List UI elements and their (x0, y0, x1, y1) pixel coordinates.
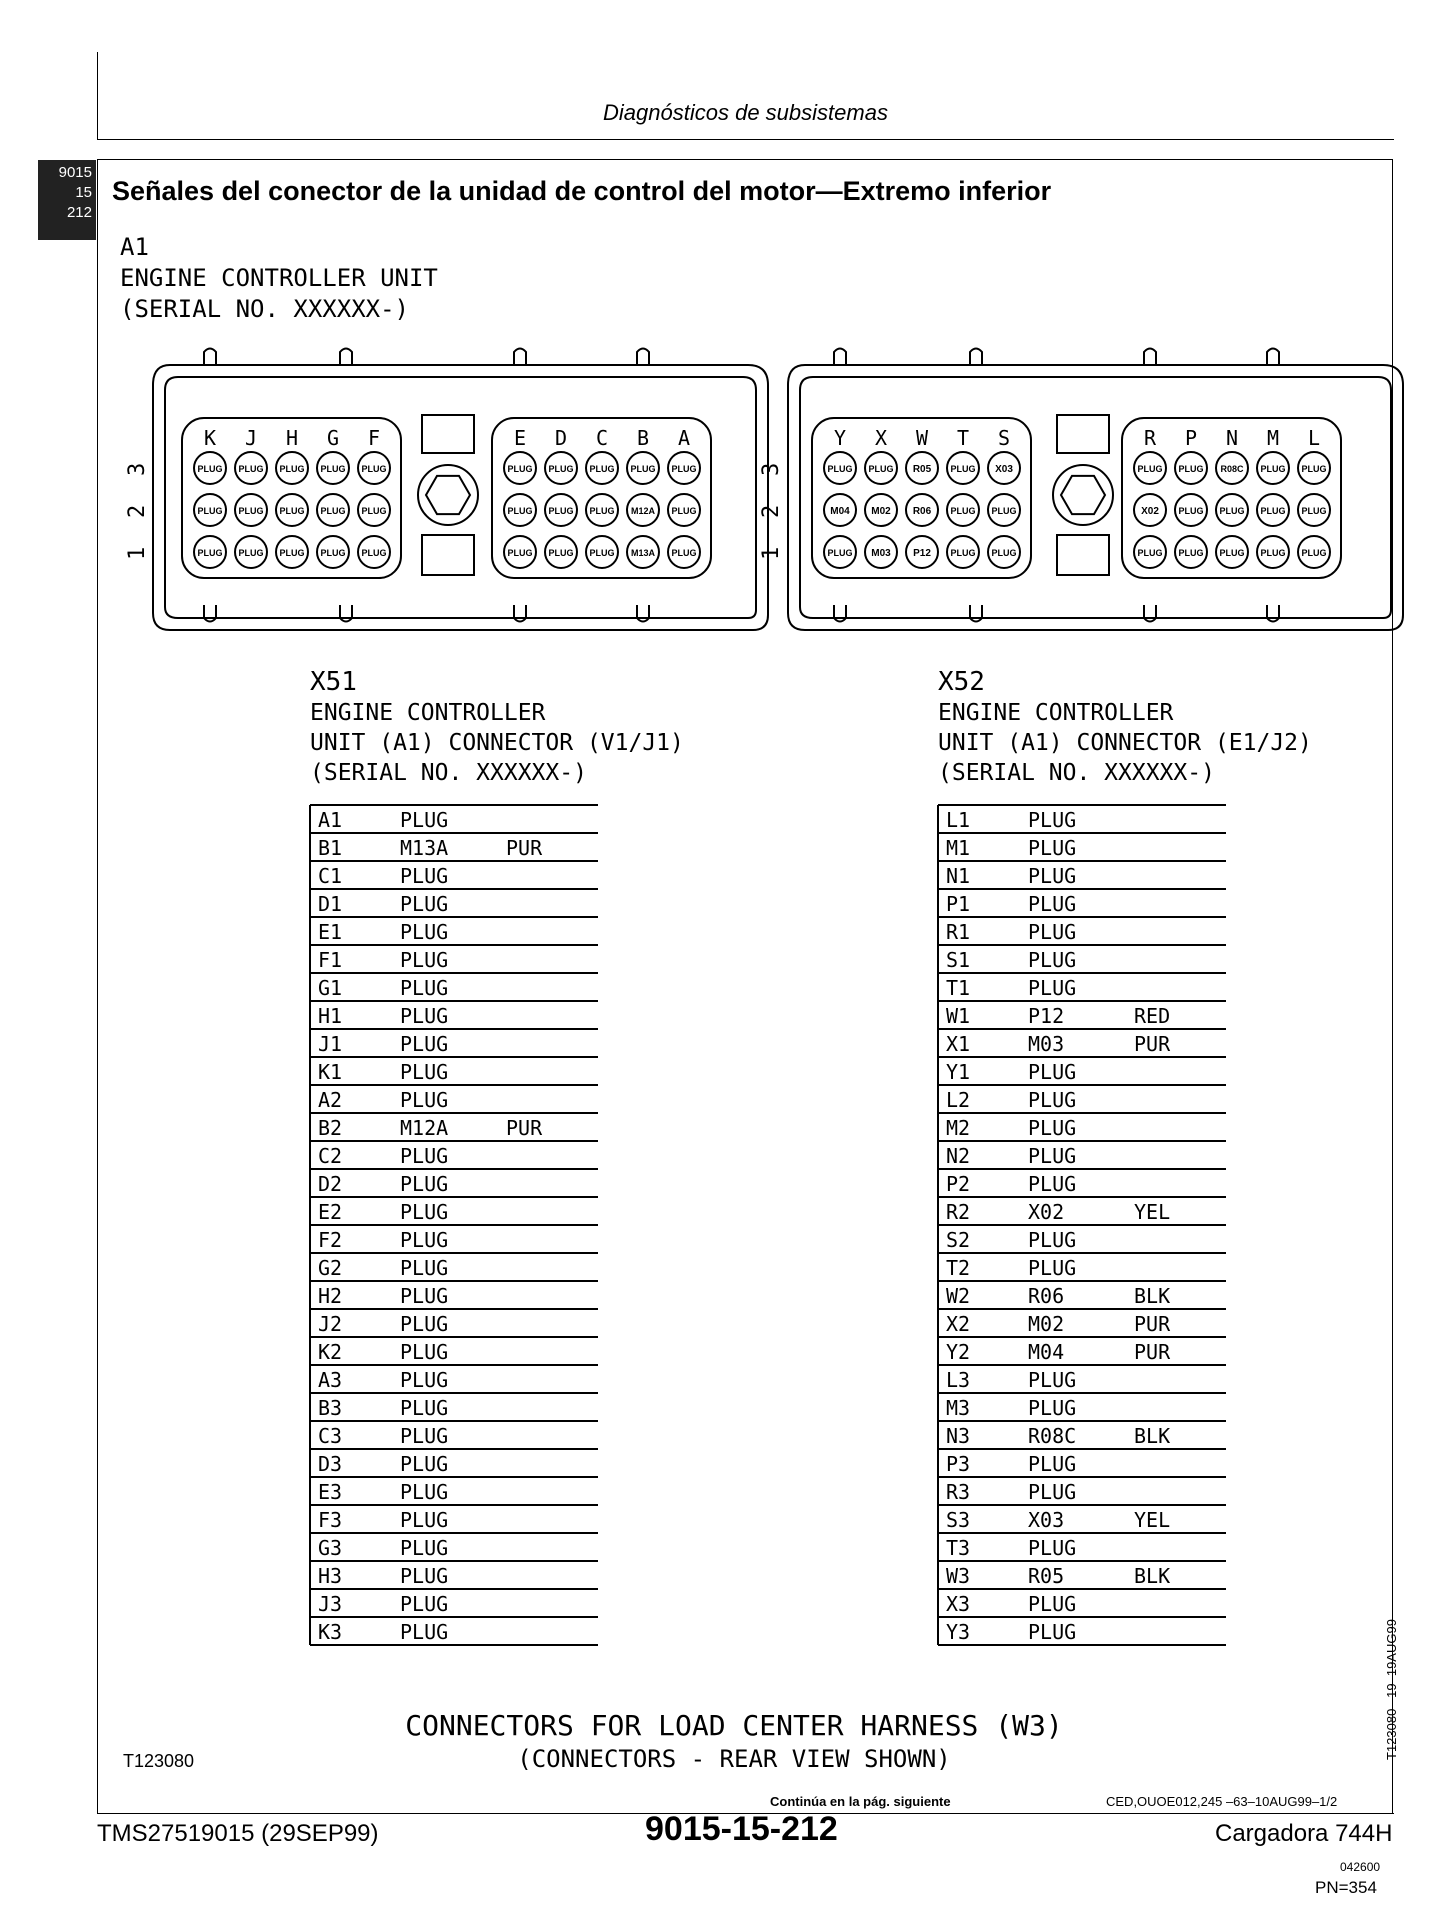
pin-label: PLUG (630, 464, 656, 474)
x52-table-cavity: Y3 (946, 1620, 971, 1644)
x52-table-color: BLK (1134, 1564, 1171, 1588)
pin-label: PLUG (868, 464, 894, 474)
pin-label: PLUG (320, 464, 346, 474)
x52-table-cavity: N2 (946, 1144, 971, 1168)
x51-table-cavity: E1 (318, 920, 343, 944)
x52-table-color: RED (1134, 1004, 1171, 1028)
x52-table-wire: PLUG (1028, 1368, 1077, 1392)
x51-table-wire: PLUG (400, 1396, 449, 1420)
pin-label: PLUG (507, 464, 533, 474)
x51-table-color: PUR (506, 1116, 543, 1140)
latch-tab-bottom (340, 605, 352, 622)
x51-table-wire: PLUG (400, 1508, 449, 1532)
pin-label: PLUG (1178, 464, 1204, 474)
x51-table-cavity: J2 (318, 1312, 343, 1336)
x51-table-cavity: F1 (318, 948, 343, 972)
x52-table-wire: PLUG (1028, 948, 1077, 972)
pin-label: PLUG (827, 464, 853, 474)
x51-table-cavity: F3 (318, 1508, 343, 1532)
pin-label: R05 (912, 464, 932, 475)
pin-label: PLUG (279, 548, 305, 558)
x51-table-cavity: H2 (318, 1284, 343, 1308)
x51-table-cavity: G1 (318, 976, 343, 1000)
x52-table-wire: PLUG (1028, 1116, 1077, 1140)
latch-tab-top (834, 349, 846, 366)
left-group-2-letter: A (677, 426, 691, 450)
frame-left-rule (97, 52, 98, 140)
x52-table-title-line: X52 (938, 667, 985, 697)
x51-table-wire: PLUG (400, 1368, 449, 1392)
x51-table-wire: PLUG (400, 1172, 449, 1196)
running-header: Diagnósticos de subsistemas (603, 100, 888, 125)
x52-table-wire: PLUG (1028, 1060, 1077, 1084)
pin-label: PLUG (197, 548, 223, 558)
x52-table-cavity: S1 (946, 948, 971, 972)
x52-table-cavity: X2 (946, 1312, 971, 1336)
pin-label: R08C (1220, 464, 1244, 474)
x51-table-wire: PLUG (400, 1536, 449, 1560)
pin-label: PLUG (279, 464, 305, 474)
pin-label: X02 (1141, 506, 1159, 517)
x51-table-cavity: D3 (318, 1452, 343, 1476)
latch-tab-top (340, 349, 352, 366)
pin-label: PLUG (1219, 506, 1245, 516)
x51-table-wire: PLUG (400, 920, 449, 944)
x52-table-wire: P12 (1028, 1004, 1065, 1028)
pin-label: M02 (871, 506, 891, 517)
pin-label: PLUG (361, 506, 387, 516)
right-key-top (1057, 415, 1109, 453)
x51-table-wire: PLUG (400, 1620, 449, 1644)
pin-label: PLUG (548, 548, 574, 558)
x51-table-wire: PLUG (400, 1228, 449, 1252)
left-group-1-letter: J (244, 426, 258, 450)
x52-table-cavity: X1 (946, 1032, 971, 1056)
x51-table-cavity: K3 (318, 1620, 343, 1644)
x51-table-wire: PLUG (400, 1284, 449, 1308)
pin-label: PLUG (991, 548, 1017, 558)
x52-table-wire: PLUG (1028, 1452, 1077, 1476)
latch-tab-top (970, 349, 982, 366)
latch-tab-top (1144, 349, 1156, 366)
x52-table-wire: R08C (1028, 1424, 1077, 1448)
section-tab-page: 212 (66, 204, 92, 221)
x52-table-wire: R06 (1028, 1284, 1065, 1308)
pin-label: M12A (630, 506, 656, 516)
x51-table-wire: PLUG (400, 1060, 449, 1084)
x51-table-wire: PLUG (400, 1200, 449, 1224)
x51-table-wire: PLUG (400, 1592, 449, 1616)
x52-table-cavity: W2 (946, 1284, 971, 1308)
x51-table-wire: PLUG (400, 1480, 449, 1504)
right-group-2-letter: L (1307, 426, 1321, 450)
x51-table-title-line: UNIT (A1) CONNECTOR (V1/J1) (310, 730, 684, 756)
right-group-1-letter: Y (833, 426, 847, 450)
x52-table-wire: M03 (1028, 1032, 1065, 1056)
vertical-figure-ref: T123080 –19–19AUG99 (1384, 1619, 1399, 1760)
pin-label: PLUG (507, 506, 533, 516)
connector-diagram (98, 225, 1399, 1785)
latch-tab-bottom (970, 605, 982, 622)
x52-table-color: PUR (1134, 1340, 1171, 1364)
pin-label: PLUG (1301, 506, 1327, 516)
pin-label: PLUG (1219, 548, 1245, 558)
x52-table-cavity: M2 (946, 1116, 971, 1140)
x52-table-color: YEL (1134, 1200, 1171, 1224)
x51-table-wire: M12A (400, 1116, 449, 1140)
latch-tab-top (637, 349, 649, 366)
pin-label: PLUG (361, 548, 387, 558)
section-tab-group: 9015 (58, 164, 92, 181)
x52-table-title-line: (SERIAL NO. XXXXXX-) (938, 760, 1215, 786)
pin-label: PLUG (589, 464, 615, 474)
x52-table-cavity: S2 (946, 1228, 971, 1252)
pin-label: PLUG (1301, 548, 1327, 558)
x52-table-wire: PLUG (1028, 1396, 1077, 1420)
x52-table-cavity: Y1 (946, 1060, 971, 1084)
latch-tab-bottom (834, 605, 846, 622)
latch-tab-bottom (204, 605, 216, 622)
x51-table-cavity: C2 (318, 1144, 343, 1168)
x52-table-cavity: R2 (946, 1200, 971, 1224)
latch-tab-top (1267, 349, 1279, 366)
left-group-1-letter: G (326, 426, 340, 450)
right-group-1-letter: T (956, 426, 970, 450)
left-row-number: 1 (125, 546, 150, 560)
left-key-top (422, 415, 474, 453)
pin-label: R06 (912, 506, 932, 517)
latch-tab-top (514, 349, 526, 366)
manual-number: TMS27519015 (29SEP99) (97, 1820, 379, 1847)
a1-title-line: ENGINE CONTROLLER UNIT (120, 264, 438, 292)
x51-table-wire: PLUG (400, 1424, 449, 1448)
x51-table-wire: PLUG (400, 864, 449, 888)
x51-table-wire: PLUG (400, 808, 449, 832)
pin-label: PLUG (991, 506, 1017, 516)
x52-table-color: BLK (1134, 1284, 1171, 1308)
x51-table-cavity: D2 (318, 1172, 343, 1196)
pin-label: X03 (995, 464, 1013, 475)
right-row-number: 1 (759, 546, 784, 560)
x52-table-wire: X02 (1028, 1200, 1065, 1224)
x52-table-title-line: UNIT (A1) CONNECTOR (E1/J2) (938, 730, 1312, 756)
x51-table-cavity: B3 (318, 1396, 343, 1420)
x51-table-cavity: J1 (318, 1032, 343, 1056)
pin-label: PLUG (548, 506, 574, 516)
x51-table-title-line: X51 (310, 667, 357, 697)
right-group-2-letter: R (1143, 426, 1157, 450)
diagram-caption: CONNECTORS FOR LOAD CENTER HARNESS (W3) (405, 1709, 1063, 1742)
x51-table-cavity: G3 (318, 1536, 343, 1560)
x52-table-cavity: R3 (946, 1480, 971, 1504)
x52-table-cavity: T2 (946, 1256, 971, 1280)
latch-tab-bottom (1144, 605, 1156, 622)
pin-label: M13A (630, 548, 656, 558)
left-row-number: 3 (125, 462, 150, 476)
latch-tab-bottom (1267, 605, 1279, 622)
x52-table-wire: R05 (1028, 1564, 1065, 1588)
x51-table-cavity: F2 (318, 1228, 343, 1252)
right-group-2-letter: N (1225, 426, 1239, 450)
x51-table-wire: PLUG (400, 1144, 449, 1168)
left-group-2-letter: E (513, 426, 527, 450)
pin-label: PLUG (671, 506, 697, 516)
x51-table-cavity: C1 (318, 864, 343, 888)
x51-table-cavity: E3 (318, 1480, 343, 1504)
x52-table-wire: PLUG (1028, 920, 1077, 944)
pin-label: PLUG (1260, 548, 1286, 558)
x52-table-color: YEL (1134, 1508, 1171, 1532)
left-row-number: 2 (125, 504, 150, 518)
x51-table-wire: PLUG (400, 1032, 449, 1056)
pin-label: PLUG (238, 506, 264, 516)
x52-table-cavity: M1 (946, 836, 971, 860)
right-hex-bolt (1061, 476, 1105, 514)
section-tab (38, 160, 96, 240)
x51-table-wire: PLUG (400, 892, 449, 916)
x51-table-cavity: J3 (318, 1592, 343, 1616)
x51-table-cavity: K2 (318, 1340, 343, 1364)
x52-table-wire: M02 (1028, 1312, 1065, 1336)
x52-table-wire: PLUG (1028, 1620, 1077, 1644)
x51-table-cavity: B1 (318, 836, 343, 860)
pin-label: PLUG (1260, 506, 1286, 516)
reference-code: CED,OUOE012,245 –63–10AUG99–1/2 (1106, 1794, 1338, 1809)
x52-table-cavity: W3 (946, 1564, 971, 1588)
x51-table-wire: PLUG (400, 948, 449, 972)
pn-number: PN=354 (1315, 1878, 1377, 1897)
pin-label: PLUG (197, 506, 223, 516)
right-group-1-letter: S (997, 426, 1011, 450)
pin-label: PLUG (950, 506, 976, 516)
pin-label: M03 (871, 548, 891, 559)
x51-table-wire: PLUG (400, 976, 449, 1000)
x52-table-wire: PLUG (1028, 1228, 1077, 1252)
x52-table-cavity: P3 (946, 1452, 971, 1476)
x52-table-color: PUR (1134, 1032, 1171, 1056)
latch-tab-bottom (514, 605, 526, 622)
x52-table-color: PUR (1134, 1312, 1171, 1336)
x52-table-cavity: X3 (946, 1592, 971, 1616)
x51-table-wire: PLUG (400, 1340, 449, 1364)
x51-table-cavity: K1 (318, 1060, 343, 1084)
pin-label: PLUG (950, 464, 976, 474)
x52-table-cavity: P1 (946, 892, 971, 916)
x52-table-cavity: L3 (946, 1368, 971, 1392)
pin-label: PLUG (589, 506, 615, 516)
pin-label: M04 (830, 506, 850, 517)
right-key-bottom (1057, 535, 1109, 575)
figure-id: T123080 (123, 1751, 195, 1771)
x51-table-wire: PLUG (400, 1256, 449, 1280)
x51-table-cavity: B2 (318, 1116, 343, 1140)
x52-table-cavity: L1 (946, 808, 971, 832)
left-group-2-letter: B (636, 426, 650, 450)
left-group-1-letter: F (367, 426, 381, 450)
left-group-2-letter: C (595, 426, 609, 450)
pin-label: PLUG (1301, 464, 1327, 474)
x52-table-cavity: T1 (946, 976, 971, 1000)
header-rule (97, 139, 1394, 140)
left-hex-bolt (426, 476, 470, 514)
left-group-1-letter: K (203, 426, 217, 450)
right-row-number: 3 (759, 462, 784, 476)
x51-table-cavity: H1 (318, 1004, 343, 1028)
latch-tab-top (204, 349, 216, 366)
x52-table-wire: M04 (1028, 1340, 1065, 1364)
x51-table-cavity: D1 (318, 892, 343, 916)
x51-table-title-line: ENGINE CONTROLLER (310, 700, 546, 726)
left-group-1-letter: H (285, 426, 299, 450)
pin-label: PLUG (1178, 506, 1204, 516)
x51-table-cavity: A3 (318, 1368, 343, 1392)
x52-table-wire: PLUG (1028, 1592, 1077, 1616)
x52-table-wire: PLUG (1028, 1172, 1077, 1196)
left-group-2-letter: D (554, 426, 568, 450)
pin-label: PLUG (320, 506, 346, 516)
x52-table-wire: PLUG (1028, 892, 1077, 916)
latch-tab-bottom (637, 605, 649, 622)
x51-table-cavity: A2 (318, 1088, 343, 1112)
x52-table-wire: PLUG (1028, 1088, 1077, 1112)
x52-table-wire: PLUG (1028, 1480, 1077, 1504)
x52-table-wire: PLUG (1028, 836, 1077, 860)
pin-label: PLUG (238, 464, 264, 474)
x51-table-wire: PLUG (400, 1312, 449, 1336)
pin-label: PLUG (671, 464, 697, 474)
x51-table-wire: M13A (400, 836, 449, 860)
pin-label: PLUG (238, 548, 264, 558)
pin-label: PLUG (827, 548, 853, 558)
x51-table-cavity: A1 (318, 808, 343, 832)
x51-table-wire: PLUG (400, 1452, 449, 1476)
pin-label: PLUG (548, 464, 574, 474)
x52-table-cavity: Y2 (946, 1340, 971, 1364)
pin-label: PLUG (671, 548, 697, 558)
pin-label: PLUG (1137, 464, 1163, 474)
right-group-2-letter: M (1266, 426, 1280, 450)
a1-title-line: A1 (120, 233, 149, 261)
x52-table-wire: PLUG (1028, 1144, 1077, 1168)
pin-label: PLUG (361, 464, 387, 474)
x51-table-wire: PLUG (400, 1088, 449, 1112)
x52-table-wire: X03 (1028, 1508, 1065, 1532)
x51-table-title-line: (SERIAL NO. XXXXXX-) (310, 760, 587, 786)
machine-name: Cargadora 744H (1215, 1820, 1393, 1847)
x52-table-wire: PLUG (1028, 808, 1077, 832)
x51-table-cavity: H3 (318, 1564, 343, 1588)
pin-label: PLUG (320, 548, 346, 558)
right-group-1-letter: W (915, 426, 929, 450)
x52-table-cavity: N1 (946, 864, 971, 888)
pin-label: P12 (913, 548, 931, 559)
x52-table-wire: PLUG (1028, 976, 1077, 1000)
x52-table-cavity: T3 (946, 1536, 971, 1560)
x52-table-color: BLK (1134, 1424, 1171, 1448)
x52-table-cavity: W1 (946, 1004, 971, 1028)
pin-label: PLUG (950, 548, 976, 558)
pin-label: PLUG (1137, 548, 1163, 558)
pin-label: PLUG (589, 548, 615, 558)
diagram-subcaption: (CONNECTORS - REAR VIEW SHOWN) (517, 1745, 951, 1773)
continue-note: Continúa en la pág. siguiente (770, 1794, 951, 1809)
right-row-number: 2 (759, 504, 784, 518)
x52-table-cavity: N3 (946, 1424, 971, 1448)
x52-table-wire: PLUG (1028, 864, 1077, 888)
pin-label: PLUG (197, 464, 223, 474)
page-number: 9015-15-212 (645, 1810, 838, 1848)
a1-title-line: (SERIAL NO. XXXXXX-) (120, 295, 409, 323)
x52-table-title-line: ENGINE CONTROLLER (938, 700, 1174, 726)
x51-table-color: PUR (506, 836, 543, 860)
section-title: Señales del conector de la unidad de control del motor—Extremo inferior (112, 176, 1052, 206)
print-code: 042600 (1340, 1860, 1381, 1874)
x52-table-wire: PLUG (1028, 1536, 1077, 1560)
left-key-bottom (422, 535, 474, 575)
pin-label: PLUG (279, 506, 305, 516)
x51-table-cavity: C3 (318, 1424, 343, 1448)
pin-label: PLUG (1178, 548, 1204, 558)
x51-table-wire: PLUG (400, 1564, 449, 1588)
pin-label: PLUG (507, 548, 533, 558)
x52-table-cavity: M3 (946, 1396, 971, 1420)
right-group-1-letter: X (874, 426, 888, 450)
x51-table-wire: PLUG (400, 1004, 449, 1028)
section-tab-sub: 15 (75, 184, 92, 201)
x52-table-cavity: R1 (946, 920, 971, 944)
x51-table-cavity: G2 (318, 1256, 343, 1280)
x51-table-cavity: E2 (318, 1200, 343, 1224)
x52-table-cavity: L2 (946, 1088, 971, 1112)
pin-label: PLUG (1260, 464, 1286, 474)
x52-table-wire: PLUG (1028, 1256, 1077, 1280)
right-group-2-letter: P (1184, 426, 1198, 450)
x52-table-cavity: P2 (946, 1172, 971, 1196)
x52-table-cavity: S3 (946, 1508, 971, 1532)
